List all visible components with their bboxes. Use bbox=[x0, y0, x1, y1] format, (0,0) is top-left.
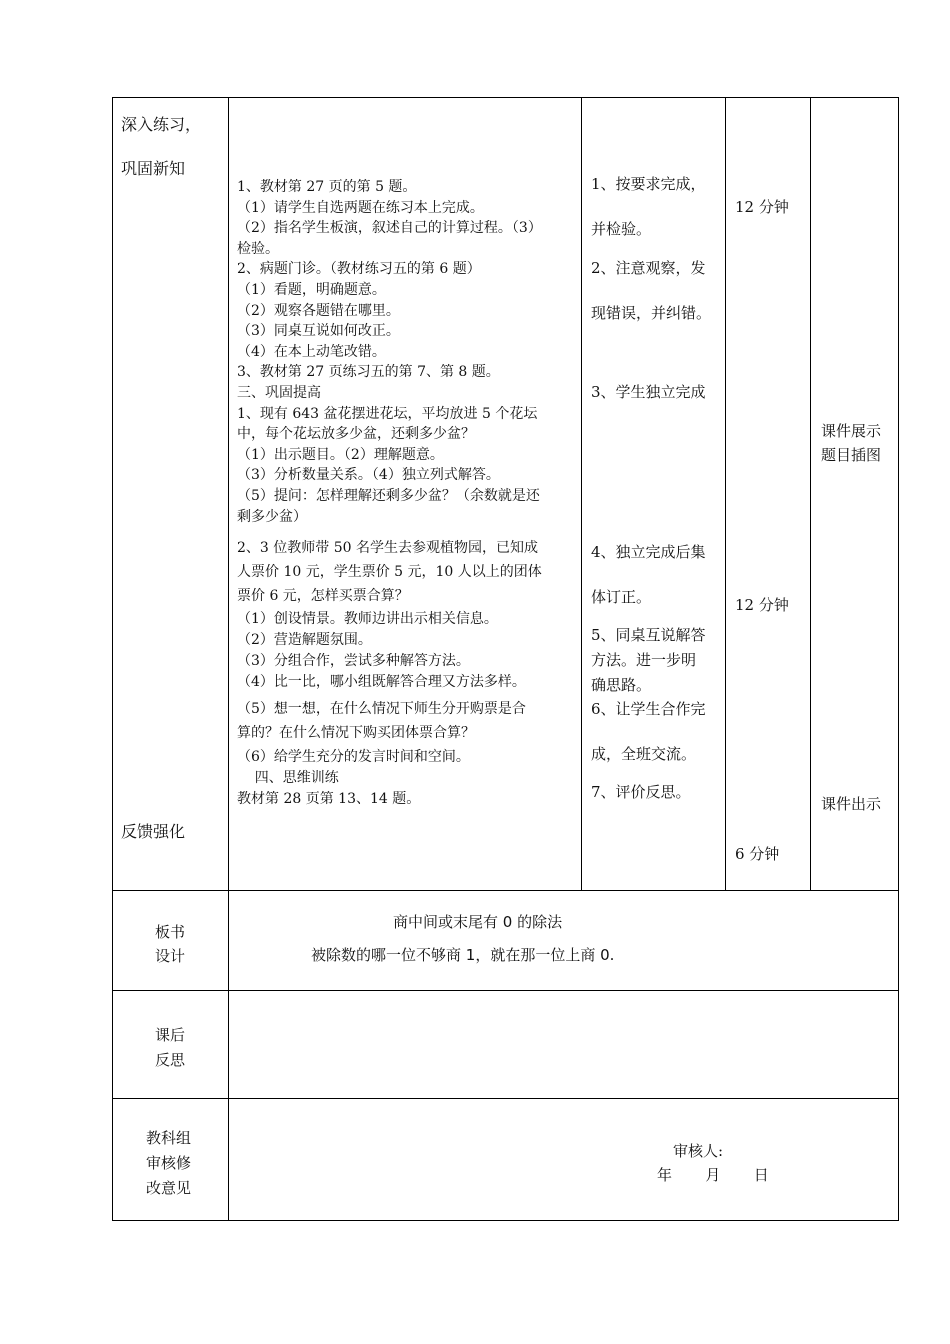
time-allocation-3: 6 分钟 bbox=[735, 845, 780, 863]
board-rule: 被除数的哪一位不够商 1，就在那一位上商 0. bbox=[311, 946, 615, 964]
content-line: （3）分组合作，尝试多种解答方法。 bbox=[237, 653, 470, 669]
student-activity-1b: 并检验。 bbox=[591, 220, 652, 238]
review-date: 年 月 日 bbox=[657, 1166, 769, 1184]
table-top-border bbox=[112, 97, 899, 98]
content-block-c bbox=[237, 609, 526, 693]
col-divider-1 bbox=[228, 97, 229, 1221]
content-line: 人票价 10 元，学生票价 5 元，10 人以上的团体 bbox=[237, 564, 542, 580]
content-line: （3）同桌互说如何改正。 bbox=[237, 323, 400, 340]
content-block-e bbox=[237, 747, 470, 810]
time-allocation-1: 12 分钟 bbox=[735, 198, 789, 216]
student-activity-6b: 成，全班交流。 bbox=[591, 745, 697, 763]
student-activity-5b: 方法。进一步明 bbox=[591, 651, 697, 669]
media-note-3: 课件出示 bbox=[821, 795, 882, 813]
student-activity-7: 7、评价反思。 bbox=[591, 783, 691, 801]
student-activity-1a: 1、按要求完成， bbox=[591, 175, 706, 193]
content-line: （1）创设情景。教师边讲出示相关信息。 bbox=[237, 611, 498, 627]
reviewer-label: 审核人: bbox=[673, 1142, 724, 1160]
content-line: 2、3 位教师带 50 名学生去参观植物园，已知成 bbox=[237, 540, 538, 556]
board-label-1: 板书 bbox=[155, 923, 186, 941]
review-label-1: 教科组 bbox=[146, 1129, 192, 1147]
time-allocation-2: 12 分钟 bbox=[735, 596, 789, 614]
content-line: 1、现有 643 盆花摆进花坛，平均放进 5 个花坛 bbox=[237, 405, 538, 422]
student-activity-6a: 6、让学生合作完 bbox=[591, 700, 706, 718]
col-divider-2 bbox=[581, 97, 582, 891]
student-activity-4b: 体订正。 bbox=[591, 588, 652, 606]
content-line: 3、教材第 27 页练习五的第 7、第 8 题。 bbox=[237, 364, 500, 381]
content-line: 1、教材第 27 页的第 5 题。 bbox=[237, 179, 417, 195]
content-line: （3）分析数量关系。（4）独立列式解答。 bbox=[237, 467, 500, 484]
content-line: 2、病题门诊。（教材练习五的第 6 题） bbox=[237, 261, 481, 278]
content-line: （2）观察各题错在哪里。 bbox=[237, 302, 400, 319]
content-line: 四、思维训练 bbox=[237, 770, 339, 786]
row-divider-3 bbox=[112, 1098, 899, 1099]
reflection-label-2: 反思 bbox=[155, 1051, 186, 1069]
content-block-a bbox=[237, 177, 542, 527]
student-activity-2b: 现错误，并纠错。 bbox=[591, 304, 712, 322]
stage-label-2: 巩固新知 bbox=[121, 159, 186, 178]
review-label-2: 审核修 bbox=[146, 1154, 192, 1172]
content-line: （2）指名学生板演，叙述自己的计算过程。（3） bbox=[237, 220, 542, 237]
student-activity-2a: 2、注意观察，发 bbox=[591, 259, 706, 277]
content-line: 检验。 bbox=[237, 240, 279, 257]
reflection-label-1: 课后 bbox=[155, 1026, 186, 1044]
table-bottom-border bbox=[112, 1220, 899, 1221]
content-line: （1）看题，明确题意。 bbox=[237, 281, 386, 298]
row-divider-1 bbox=[112, 890, 899, 891]
student-activity-5a: 5、同桌互说解答 bbox=[591, 626, 706, 644]
table-left-border bbox=[112, 97, 113, 1221]
content-line: 教材第 28 页第 13、14 题。 bbox=[237, 791, 421, 807]
content-line: 算的？在什么情况下购买团体票合算？ bbox=[237, 725, 475, 741]
board-title: 商中间或末尾有 0 的除法 bbox=[393, 913, 563, 931]
col-divider-4 bbox=[810, 97, 811, 891]
board-label-2: 设计 bbox=[155, 947, 186, 965]
content-line: 三、巩固提高 bbox=[237, 384, 321, 401]
content-line: （1）出示题目。（2）理解题意。 bbox=[237, 446, 444, 463]
stage-label-1: 深入练习， bbox=[121, 115, 202, 134]
table-right-border bbox=[898, 97, 899, 1221]
student-activity-4a: 4、独立完成后集 bbox=[591, 543, 706, 561]
content-line: （1）请学生自选两题在练习本上完成。 bbox=[237, 199, 484, 216]
content-line: （6）给学生充分的发言时间和空间。 bbox=[237, 749, 470, 765]
content-line: （5）提问：怎样理解还剩多少盆？（余数就是还 bbox=[237, 487, 540, 504]
content-line: （4）比一比，哪小组既解答合理又方法多样。 bbox=[237, 674, 526, 690]
student-activity-5c: 确思路。 bbox=[591, 676, 652, 694]
media-note-2: 题目插图 bbox=[821, 446, 882, 464]
content-line: 剩多少盆） bbox=[237, 508, 307, 525]
col-divider-3 bbox=[725, 97, 726, 891]
row-divider-2 bbox=[112, 990, 899, 991]
content-line: （5）想一想，在什么情况下师生分开购票是合 bbox=[237, 701, 526, 717]
student-activity-3: 3、学生独立完成 bbox=[591, 383, 706, 401]
content-line: 中，每个花坛放多少盆，还剩多少盆？ bbox=[237, 426, 475, 443]
content-block-d bbox=[237, 697, 526, 745]
review-label-3: 改意见 bbox=[146, 1179, 192, 1197]
content-block-b bbox=[237, 536, 542, 608]
content-line: （2）营造解题氛围。 bbox=[237, 632, 372, 648]
stage-label-3: 反馈强化 bbox=[121, 822, 186, 841]
content-line: 票价 6 元，怎样买票合算？ bbox=[237, 588, 409, 604]
media-note-1: 课件展示 bbox=[821, 422, 882, 440]
content-line: （4）在本上动笔改错。 bbox=[237, 343, 386, 360]
